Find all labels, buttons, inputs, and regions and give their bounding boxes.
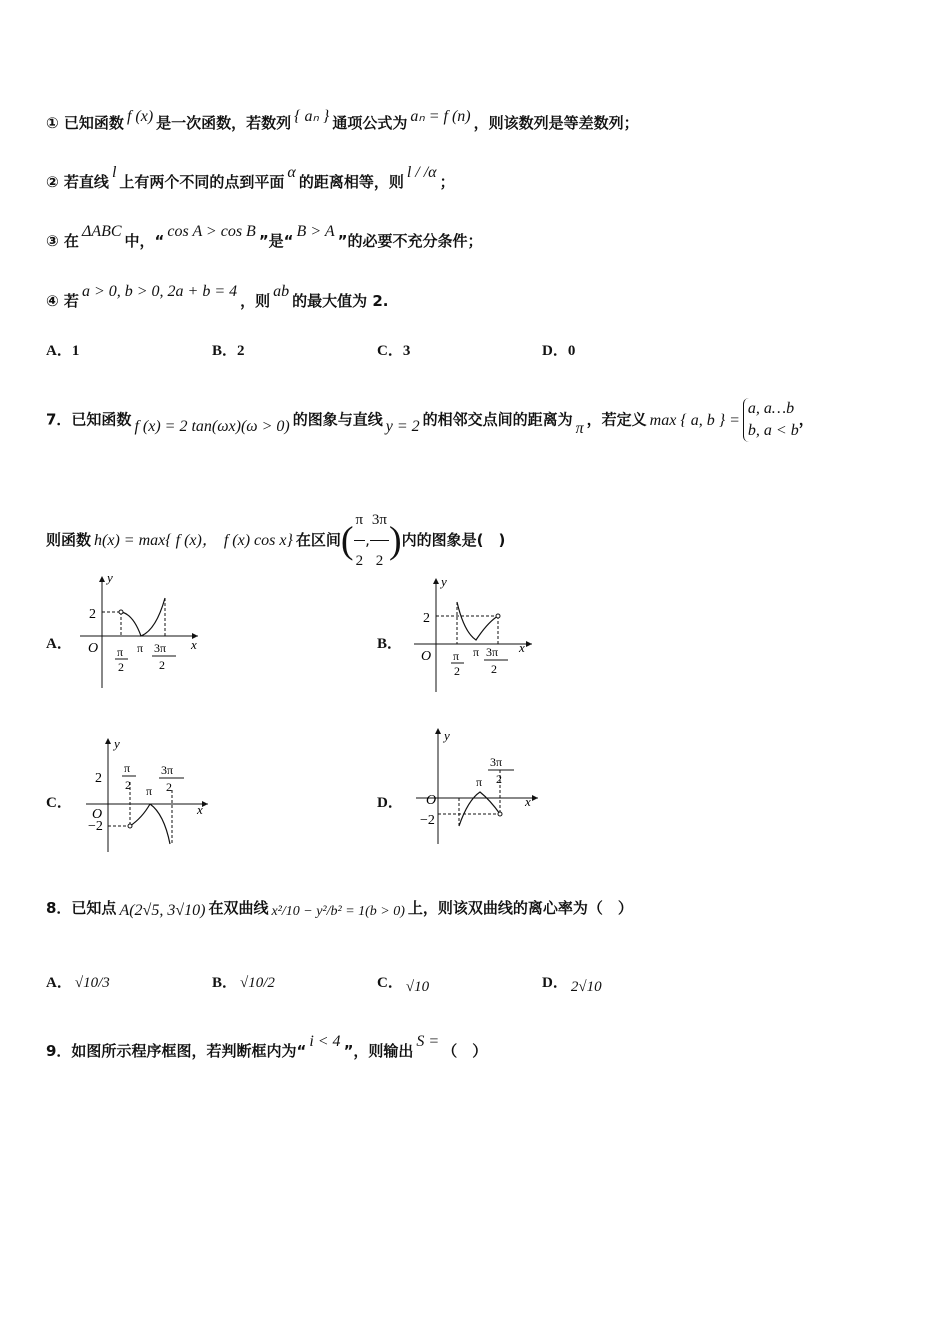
q8-option-a-label: A．: [46, 975, 72, 991]
statement-4: [46, 283, 389, 312]
right-paren: ): [388, 519, 402, 562]
frac-3pi-2: [370, 500, 389, 581]
tick-pi-half-num: π: [117, 645, 124, 659]
y-arrow-icon: [433, 578, 439, 584]
curve: [457, 602, 498, 640]
tick-pi: π: [476, 775, 483, 789]
math-conditions: a > 0, b > 0, 2a + b = 4: [81, 283, 238, 300]
frac-pi-2: [354, 500, 366, 581]
origin-label: O: [426, 793, 437, 808]
frac-1-den: 2: [355, 553, 364, 569]
tick-3pi-half-num: 3π: [161, 763, 174, 777]
math-f-x: f (x): [126, 108, 154, 125]
math-pi: π: [575, 419, 584, 437]
statement-3-suffix: ”的必要不充分条件；: [337, 232, 483, 250]
frac-2-num: 3π: [370, 500, 389, 541]
x-label: x: [197, 802, 203, 817]
statement-1-prefix: ① 已知函数: [46, 114, 124, 132]
math-h-max: h(x) = max{ f (x)，: [94, 532, 218, 549]
tick-3pi-half-num: 3π: [490, 755, 503, 769]
math-triangle: ΔABC: [81, 223, 122, 240]
math-point-a: A(2√5, 3√10): [119, 902, 206, 919]
statement-4-prefix: ④ 若: [46, 292, 79, 310]
q9-suffix: （ ）: [442, 1042, 488, 1060]
q7-text-interval: 在区间: [295, 531, 341, 549]
x-arrow-icon: [532, 795, 538, 801]
q7-text-c: ，若定义: [586, 410, 647, 429]
curve-1: [130, 804, 150, 826]
statement-3: [46, 223, 483, 252]
math-s-equals: S =: [416, 1033, 440, 1050]
q7-text-a: 的图象与直线: [292, 410, 383, 429]
q7-option-c[interactable]: C．: [46, 795, 72, 811]
y-tick-2: 2: [423, 611, 430, 626]
statement-1-text-b: 通项公式为: [332, 114, 408, 132]
q7-line-1: [46, 398, 814, 442]
tick-pi-half-den: 2: [125, 778, 131, 792]
y-tick-2: 2: [95, 771, 102, 786]
q8-option-a[interactable]: [46, 971, 113, 992]
y-arrow-icon: [99, 576, 105, 582]
math-tan-function: f (x) = 2 tan(ωx)(ω > 0): [134, 417, 290, 435]
origin-label: O: [421, 649, 432, 664]
q7-text-b: 的相邻交点间的距离为: [422, 410, 573, 429]
q6-option-d[interactable]: D．0: [542, 343, 576, 359]
tick-3pi-half-den: 2: [159, 658, 165, 672]
statement-2-text-a: 上有两个不同的点到平面: [119, 173, 285, 191]
q8-text-a: 在双曲线: [208, 899, 269, 917]
x-arrow-icon: [202, 801, 208, 807]
q9-text-a: ”，则输出: [343, 1042, 414, 1060]
open-point: [496, 614, 500, 618]
q8-option-a-value: √10/3: [74, 975, 110, 991]
curve: [121, 598, 165, 636]
q7-option-a[interactable]: A．: [46, 636, 72, 652]
y-tick-2: 2: [89, 607, 96, 622]
statement-1-text-a: 是一次函数，若数列: [156, 114, 292, 132]
open-point: [128, 824, 132, 828]
statement-2-suffix: ；: [439, 173, 455, 191]
x-label: x: [191, 637, 197, 652]
statement-1: [46, 108, 639, 134]
tick-3pi-half-den: 2: [166, 780, 172, 794]
math-f-cos: f (x) cos x}: [223, 532, 293, 549]
comma: ,: [365, 531, 370, 549]
graph-c: [84, 732, 219, 861]
y-label: y: [444, 728, 450, 743]
math-parallel: l / /α: [406, 164, 437, 181]
tick-pi-half-num: π: [124, 761, 131, 775]
statement-2-prefix: ② 若直线: [46, 173, 109, 191]
tick-3pi-half-num: 3π: [154, 641, 167, 655]
graph-d: [414, 726, 549, 855]
y-tick-neg-2: −2: [420, 813, 435, 828]
q8-option-d-label: D．: [542, 975, 568, 991]
math-max-def: max { a, b } =: [649, 411, 740, 429]
q8-option-b-value: √10/2: [240, 975, 275, 991]
tick-pi: π: [137, 641, 144, 655]
q7-line-2-suffix: 内的图象是( ): [401, 531, 506, 549]
q9-stem: [46, 1033, 488, 1062]
q8-option-b[interactable]: [212, 971, 278, 992]
y-label: y: [441, 574, 447, 589]
frac-2-den: 2: [375, 553, 384, 569]
tick-pi: π: [146, 784, 153, 798]
frac-1-num: π: [354, 500, 366, 541]
curve: [459, 792, 500, 826]
x-label: x: [525, 794, 531, 809]
q8-option-d-value: 2√10: [570, 979, 602, 995]
origin-label: O: [92, 807, 103, 822]
q7-option-b[interactable]: B．: [377, 636, 403, 652]
open-point: [498, 812, 502, 816]
q7-option-d[interactable]: D．: [377, 795, 403, 811]
q8-stem: [46, 898, 633, 920]
q6-option-c[interactable]: C．3: [377, 343, 411, 359]
q6-option-a[interactable]: A．1: [46, 343, 80, 359]
origin-label: O: [88, 641, 99, 656]
statement-4-suffix: 的最大值为 2.: [292, 292, 389, 310]
statement-3-prefix: ③ 在: [46, 232, 79, 250]
q8-prefix: 8．已知点: [46, 899, 117, 917]
math-line-l: l: [111, 164, 117, 181]
graph-b: [412, 574, 542, 703]
q8-option-d[interactable]: [542, 971, 605, 995]
math-angle-compare: B > A: [296, 223, 335, 240]
statement-2-text-b: 的距离相等，则: [298, 173, 404, 191]
q8-option-b-label: B．: [212, 975, 238, 991]
q7-line-1-suffix: ，: [798, 410, 814, 429]
math-y-equals-2: y = 2: [385, 417, 420, 435]
math-plane-alpha: α: [287, 164, 296, 181]
math-ab: ab: [273, 283, 290, 300]
q7-prefix: 7．已知函数: [46, 410, 132, 429]
y-arrow-icon: [435, 728, 441, 734]
q8-option-c-label: C．: [377, 975, 403, 991]
y-label: y: [114, 736, 120, 751]
tick-pi-half-den: 2: [454, 664, 460, 678]
x-arrow-icon: [526, 641, 532, 647]
tick-3pi-half-num: 3π: [486, 645, 499, 659]
left-paren: (: [340, 519, 354, 562]
tick-3pi-half-den: 2: [496, 772, 502, 786]
math-i-less-4: i < 4: [309, 1033, 341, 1050]
math-hyperbola: x²/10 − y²/b² = 1(b > 0): [271, 904, 405, 919]
piecewise-brace: [743, 398, 799, 442]
y-arrow-icon: [105, 738, 111, 744]
q8-suffix: 上，则该双曲线的离心率为（ ）: [407, 899, 633, 917]
tick-pi: π: [473, 645, 480, 659]
math-sequence-an: { aₙ }: [294, 108, 330, 125]
tick-pi-half-den: 2: [118, 660, 124, 674]
math-an-formula: aₙ = f (n): [410, 108, 471, 125]
curve-2: [150, 804, 170, 844]
x-label: x: [519, 640, 525, 655]
q8-option-c-value: √10: [405, 979, 430, 995]
q7-line-2: [46, 500, 505, 581]
y-label: y: [107, 570, 113, 585]
piecewise-case-1: a, a…b: [747, 400, 795, 417]
q6-option-b[interactable]: B．2: [212, 343, 245, 359]
statement-3-text-a: 中，“: [124, 232, 165, 250]
q7-line-2-prefix: 则函数: [46, 531, 92, 549]
statement-3-text-b: ”是“: [258, 232, 294, 250]
statement-4-text-a: ，则: [240, 292, 271, 310]
piecewise-case-2: b, a < b: [747, 422, 799, 439]
statement-2: [46, 164, 455, 193]
y-tick-neg-2: −2: [88, 819, 103, 834]
tick-pi-half-num: π: [453, 649, 460, 663]
open-point: [119, 610, 123, 614]
q8-option-c[interactable]: [377, 971, 432, 995]
graph-a: [78, 570, 208, 699]
statement-1-suffix: ，则该数列是等差数列；: [473, 114, 639, 132]
tick-3pi-half-den: 2: [491, 662, 497, 676]
q9-prefix: 9．如图所示程序框图，若判断框内为“: [46, 1042, 307, 1060]
math-cos-compare: cos A > cos B: [167, 223, 256, 240]
